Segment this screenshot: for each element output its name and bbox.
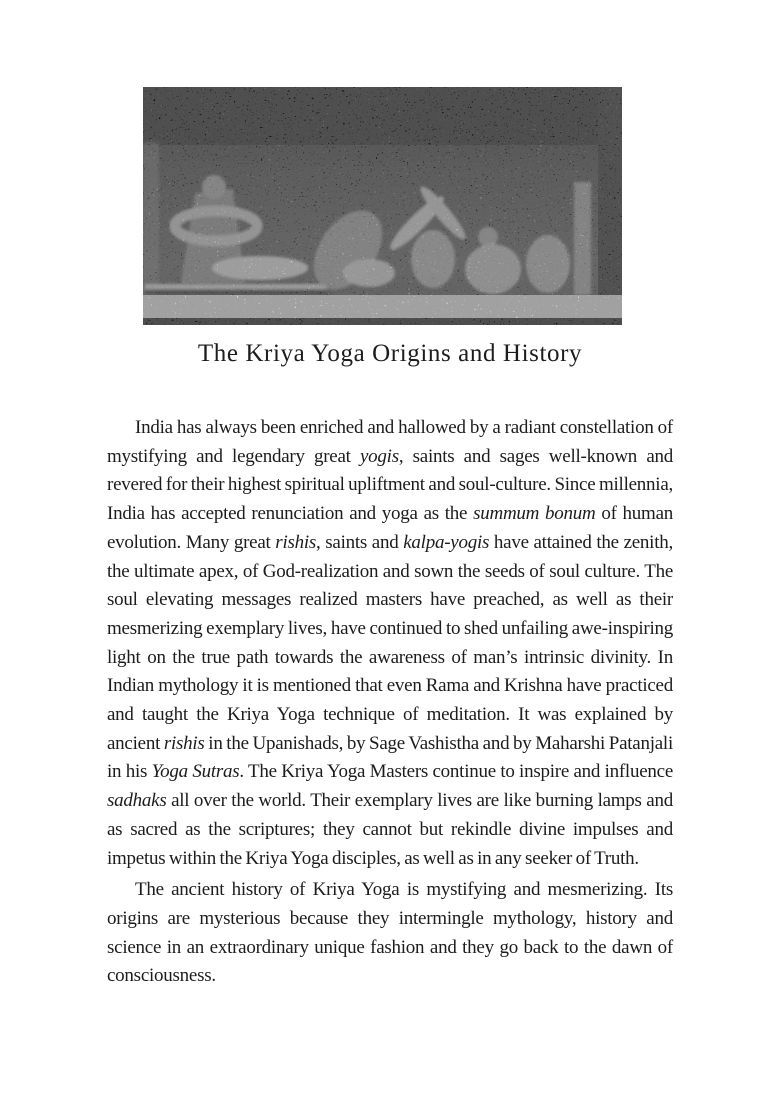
text-run: in the Upanishads, by Sage Vashistha and by Maharshi Patanjali in his [107, 732, 673, 783]
text-run: , saints and [316, 531, 404, 553]
paragraph [107, 876, 673, 991]
italic-term: rishis [275, 531, 317, 553]
italic-term: rishis [163, 732, 205, 754]
text-run: . The Kriya Yoga Masters continue to inspire and influence [239, 761, 673, 783]
stone-relief-illustration [143, 87, 622, 325]
chapter-title: The Kriya Yoga Origins and History [197, 340, 583, 367]
text-run: of human evolution. Many great [107, 503, 673, 553]
body-text [107, 414, 673, 991]
paragraph [107, 414, 673, 873]
text-run: , saints and sages well-known and revered for their highest spiritual upliftment and soul-culture. Since millennia, India has accepted renunciation and yoga as the [107, 445, 673, 525]
italic-term: sadhaks [107, 790, 167, 812]
italic-term: summum bonum [473, 503, 596, 525]
stone-relief-photo [143, 87, 622, 325]
italic-term: Yoga Sutras [151, 761, 240, 783]
italic-term: kalpa-yogis [403, 531, 490, 553]
text-run: The ancient history of Kriya Yoga is mystifying and mesmerizing. Its origins are mysterious because they intermingle mythology, history and science in an extraordinary unique fashion and they go back to the dawn of consciousness. [107, 879, 673, 987]
text-run: all over the world. Their exemplary lives are like burning lamps and as sacred as the scriptures; they cannot but rekindle divine impulses and impetus within the Kriya Yoga disciples, as well as in any seeker of Truth. [107, 790, 673, 869]
text-run: have attained the zenith, the ultimate apex, of God-realization and sown the seeds of soul culture. The soul elevating messages realized masters have preached, as well as their mesmerizing exemplary lives, have continued to shed unfailing awe-inspiring light on the true path towards the awareness of man’s intrinsic divinity. In Indian mythology it is mentioned that even Rama and Krishna have practiced and taught the Kriya Yoga technique of meditation. It was explained by ancient [107, 531, 673, 754]
italic-term: yogis [359, 445, 399, 467]
text-run: India has always been enriched and hallowed by a radiant constellation of mystifying and legendary great [107, 417, 673, 467]
film-grain-overlay [143, 87, 622, 325]
